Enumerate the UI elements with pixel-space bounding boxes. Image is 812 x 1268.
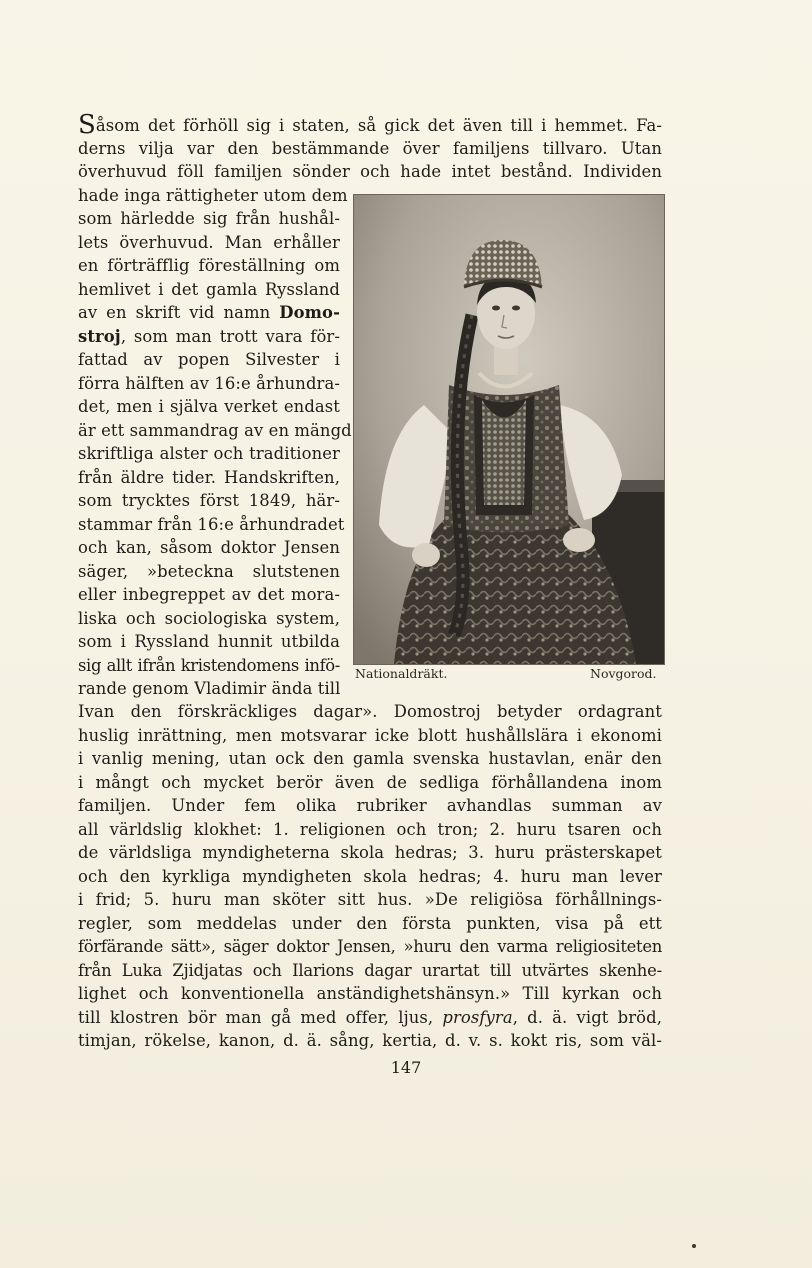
text-segment: , d. ä. vigt bröd, — [512, 1008, 662, 1027]
text-line-28: i vanlig mening, utan ock den gamla svenska hustavlan, enär den — [78, 749, 662, 768]
text-line-23: som i Ryssland hunnit utbilda — [78, 632, 340, 651]
text-segment: av en skrift vid namn — [78, 303, 280, 322]
text-line-4: hade inga rättigheter utom dem — [78, 186, 348, 205]
text-line-26: Ivan den förskräckliges dagar». Domostroj betyder ordagrant — [78, 702, 662, 721]
text-line-17: som trycktes först 1849, här- — [78, 491, 340, 510]
text-line-14: är ett sammandrag av en mängd — [78, 421, 352, 440]
text-line-31: all världslig klokhet: 1. religionen och tron; 2. huru tsaren och — [78, 820, 662, 839]
text-line-12: förra hälften av 16:e århundra- — [78, 374, 340, 393]
text-line-22: liska och sociologiska system, — [78, 609, 340, 628]
text-line-10 — [78, 325, 340, 349]
figure-caption-left: Nationaldräkt. — [355, 666, 448, 681]
text-line-18: stammar från 16:e århundradet — [78, 515, 345, 534]
text-segment: , som man trott vara för- — [120, 327, 340, 346]
text-line-39 — [78, 1006, 662, 1030]
text-line-1 — [78, 110, 662, 140]
book-title-domostroj-end: stroj — [78, 327, 121, 346]
text-line-36: förfärande sätt», säger doktor Jensen, »huru den varma religiositeten — [78, 937, 662, 956]
text-line-6: lets överhuvud. Man erhåller — [78, 233, 340, 252]
text-line-20: säger, »beteckna slutstenen — [78, 562, 340, 581]
text-line-9 — [78, 301, 340, 325]
text-line-5: som härledde sig från hushål- — [78, 209, 340, 228]
girl-in-national-costume-image — [354, 195, 664, 664]
text-line-27: huslig inrättning, men motsvarar icke blott hushållslära i ekonomi — [78, 726, 662, 745]
text-line-15: skriftliga alster och traditioner — [78, 444, 340, 463]
text-line-11: fattad av popen Silvester i — [78, 350, 340, 369]
text-line-40: timjan, rökelse, kanon, d. ä. sång, kertia, d. v. s. kokt ris, som väl- — [78, 1031, 662, 1050]
text-line-3: överhuvud föll familjen sönder och hade intet bestånd. Individen — [78, 162, 662, 181]
text-line-35: regler, som meddelas under den första punkten, visa på ett — [78, 914, 662, 933]
text-line-2: derns vilja var den bestämmande över familjens tillvaro. Utan — [78, 139, 662, 158]
term-prosfyra: prosfyra — [442, 1008, 513, 1027]
text-line-8: hemlivet i det gamla Ryssland — [78, 280, 340, 299]
paper-speck — [692, 1244, 696, 1248]
text-line-25: rande genom Vladimir ända till — [78, 679, 341, 698]
text-line-32: de världsliga myndigheterna skola hedras; 3. huru prästerskapet — [78, 843, 662, 862]
text-segment: till klostren bör man gå med offer, ljus, — [78, 1008, 443, 1027]
text-line-21: eller inbegreppet av det mora- — [78, 585, 340, 604]
text-line-16: från äldre tider. Handskriften, — [78, 468, 340, 487]
page-number: 147 — [390, 1058, 422, 1077]
figure-caption-right: Novgorod. — [590, 666, 657, 681]
text-line-29: i mångt och mycket berör även de sedliga förhållandena inom — [78, 773, 662, 792]
book-title-domostroj: Domo- — [279, 303, 340, 322]
text-line-37: från Luka Zjidjatas och Ilarions dagar urartat till utvärtes skenhe- — [78, 961, 662, 980]
text-line-34: i frid; 5. huru man sköter sitt hus. »De religiösa förhållnings- — [78, 890, 662, 909]
text-line-7: en förträfflig föreställning om — [78, 256, 340, 275]
text-line-33: och den kyrkliga myndigheten skola hedras; 4. huru man lever — [78, 867, 662, 886]
portrait-photograph — [353, 194, 665, 665]
text-line-19: och kan, såsom doktor Jensen — [78, 538, 340, 557]
drop-cap: S — [78, 110, 96, 140]
text-line-24: sig allt ifrån kristendomens infö- — [78, 656, 340, 675]
text-segment: åsom det förhöll sig i staten, så gick det även till i hemmet. Fa- — [95, 116, 662, 135]
text-line-13: det, men i själva verket endast — [78, 397, 340, 416]
text-line-38: lighet och konventionella anständighetshänsyn.» Till kyrkan och — [78, 984, 662, 1003]
text-line-30: familjen. Under fem olika rubriker avhandlas summan av — [78, 796, 662, 815]
